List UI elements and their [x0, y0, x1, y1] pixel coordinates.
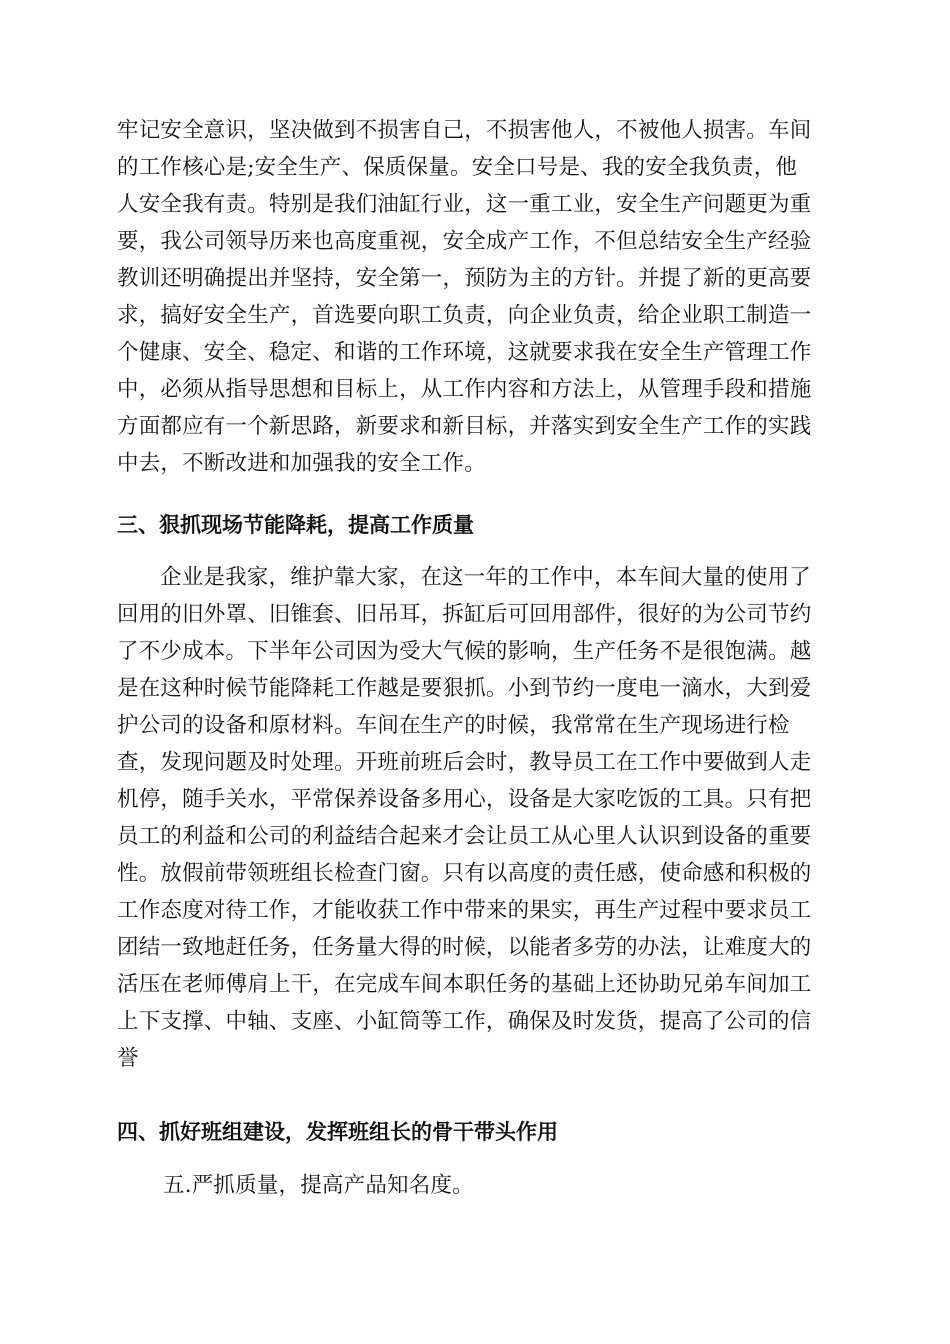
section-heading-3: 三、狠抓现场节能降耗，提高工作质量 — [117, 513, 474, 537]
text-line: 活压在老师傅肩上干，在完成车间本职任务的基础上还协助兄弟车间加工 — [117, 972, 812, 997]
text-line: 团结一致地赶任务，任务量大得的时候，以能者多劳的办法，让难度大的 — [117, 935, 812, 960]
text-line: 个健康、安全、稳定、和谐的工作环境，这就要求我在安全生产管理工作 — [117, 340, 812, 365]
text-line: 要，我公司领导历来也高度重视，安全成产工作，不但总结安全生产经验 — [117, 229, 812, 254]
text-line: 回用的旧外罩、旧锥套、旧吊耳，拆缸后可回用部件，很好的为公司节约 — [117, 602, 812, 627]
text-line: 护公司的设备和原材料。车间在生产的时候，我常常在生产现场进行检 — [117, 713, 790, 738]
text-line: 人安全我有责。特别是我们油缸行业，这一重工业，安全生产问题更为重 — [117, 192, 812, 217]
text-line: 企业是我家，维护靠大家，在这一年的工作中，本车间大量的使用了 — [160, 565, 812, 590]
text-line: 中去，不断改进和加强我的安全工作。 — [117, 451, 486, 476]
text-line: 性。放假前带领班组长检查门窗。只有以高度的责任感，使命感和积极的 — [117, 861, 812, 886]
text-line: 牢记安全意识，坚决做到不损害自己，不损害他人，不被他人损害。车间 — [117, 118, 812, 143]
text-line: 的工作核心是;安全生产、保质保量。安全口号是、我的安全我负责，他 — [117, 155, 798, 180]
text-line: 员工的利益和公司的利益结合起来才会让员工从心里人认识到设备的重要 — [117, 824, 812, 849]
text-line: 教训还明确提出并坚持，安全第一，预防为主的方针。并提了新的更高要 — [117, 266, 812, 291]
section-heading-4: 四、抓好班组建设，发挥班组长的骨干带头作用 — [117, 1120, 558, 1144]
text-line: 是在这种时候节能降耗工作越是要狠抓。小到节约一度电一滴水，大到爱 — [117, 676, 812, 701]
text-line: 上下支撑、中轴、支座、小缸筒等工作，确保及时发货，提高了公司的信 — [117, 1009, 812, 1034]
text-line: 工作态度对待工作，才能收获工作中带来的果实，再生产过程中要求员工 — [117, 898, 812, 923]
text-line: 誉 — [117, 1046, 139, 1071]
text-line: 中，必须从指导思想和目标上，从工作内容和方法上，从管理手段和措施 — [117, 377, 812, 402]
section-line-5: 五.严抓质量，提高产品知名度。 — [163, 1173, 474, 1198]
text-line: 了不少成本。下半年公司因为受大气候的影响，生产任务不是很饱满。越 — [117, 639, 812, 664]
text-line: 求，搞好安全生产，首选要向职工负责，向企业负责，给企业职工制造一 — [117, 303, 812, 328]
text-line: 机停，随手关水，平常保养设备多用心，设备是大家吃饭的工具。只有把 — [117, 787, 812, 812]
text-line: 查，发现问题及时处理。开班前班后会时，教导员工在工作中要做到人走 — [117, 750, 812, 775]
text-line: 方面都应有一个新思路，新要求和新目标，并落实到安全生产工作的实践 — [117, 414, 812, 439]
